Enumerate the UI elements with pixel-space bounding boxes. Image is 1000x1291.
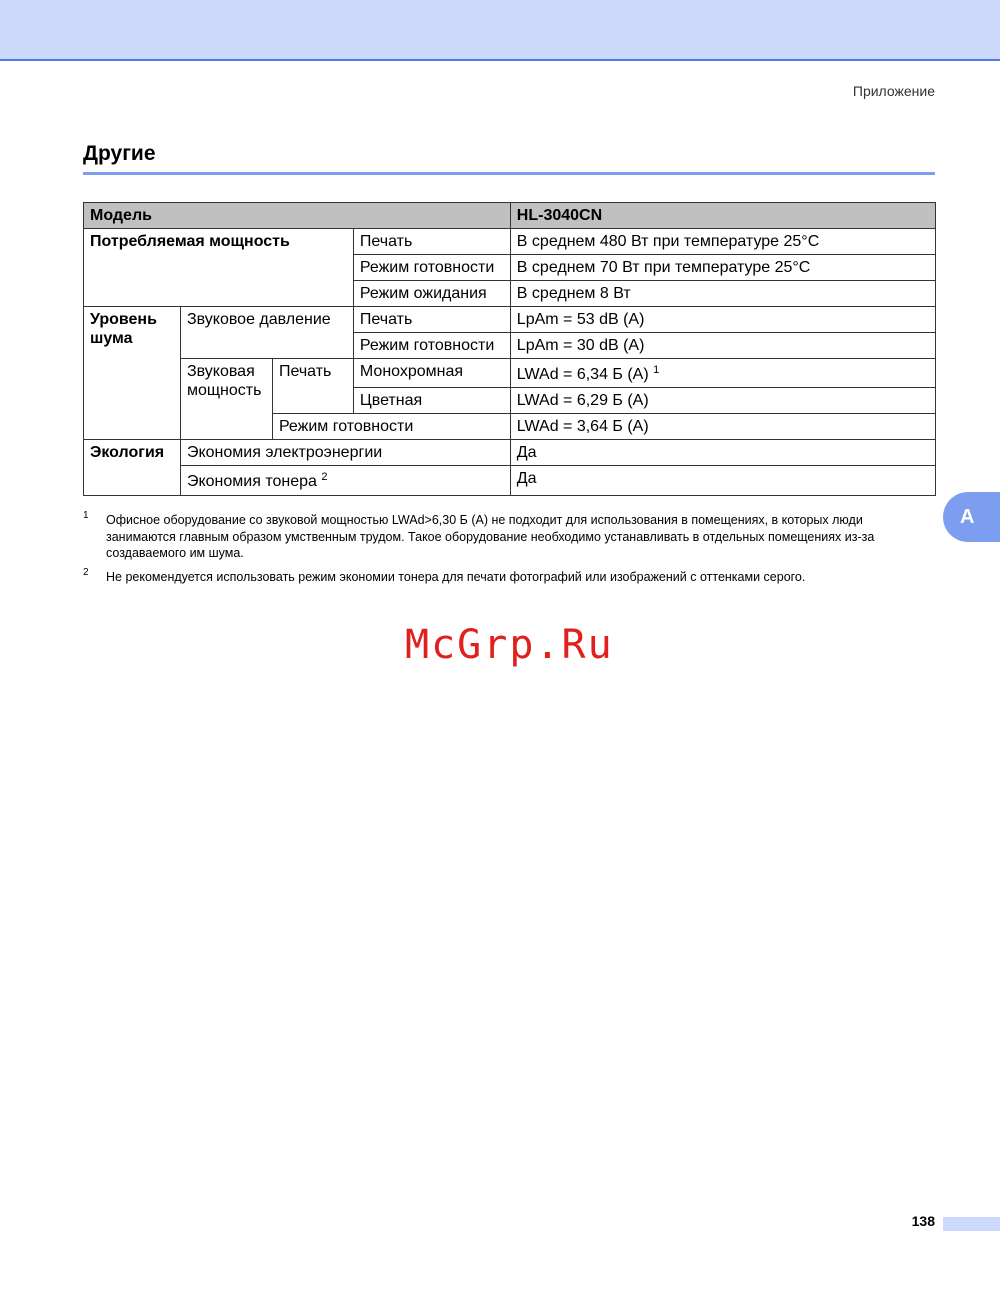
power-sleep-label: Режим ожидания <box>353 281 510 307</box>
power-ready-label: Режим готовности <box>353 255 510 281</box>
footnote-ref-1: 1 <box>653 364 660 376</box>
pressure-ready-value: LpAm = 30 dB (A) <box>510 333 935 359</box>
energy-saving-value: Да <box>510 440 935 466</box>
side-tab-letter: A <box>960 505 975 528</box>
footnotes <box>83 512 923 592</box>
appendix-side-tab <box>943 492 1000 542</box>
footnote-2 <box>83 566 923 586</box>
sound-power-print-label: Печать <box>272 359 353 414</box>
footnote-1 <box>83 512 923 562</box>
energy-saving-label: Экономия электроэнергии <box>180 440 510 466</box>
power-print-label: Печать <box>353 229 510 255</box>
footnote-number: 1 <box>83 510 89 521</box>
table-row <box>84 466 936 496</box>
mono-value-cell <box>510 359 935 388</box>
sound-pressure-label: Звуковое давление <box>180 307 353 359</box>
power-label: Потребляемая мощность <box>84 229 354 307</box>
pressure-print-value: LpAm = 53 dB (A) <box>510 307 935 333</box>
table-row <box>84 359 936 388</box>
footnote-text: Офисное оборудование со звуковой мощностью LWAd>6,30 Б (A) не подходит для использования в помещениях, в которых люди занимаются главным образом умственным трудом. Такое оборудование необходимо устанавливать в отдельных помещениях из-за создаваемого им шума. <box>106 513 875 560</box>
pressure-print-label: Печать <box>353 307 510 333</box>
ecology-label: Экология <box>84 440 181 496</box>
sound-power-label: Звуковая мощность <box>180 359 272 440</box>
pressure-ready-label: Режим готовности <box>353 333 510 359</box>
toner-saving-value: Да <box>510 466 935 496</box>
page-title: Другие <box>83 142 156 165</box>
page-number: 138 <box>911 1213 935 1229</box>
table-header-row <box>84 203 936 229</box>
page-bar <box>943 1217 1000 1231</box>
table-row <box>84 440 936 466</box>
specs-table <box>83 202 936 496</box>
noise-label: Уровень шума <box>84 307 181 440</box>
model-label: Модель <box>84 203 511 229</box>
toner-saving-label: Экономия тонера <box>186 473 317 490</box>
header-section-name: Приложение <box>852 83 935 99</box>
power-ready-value: В среднем 70 Вт при температуре 25°C <box>510 255 935 281</box>
color-value: LWAd = 6,29 Б (A) <box>510 388 935 414</box>
power-sleep-value: В среднем 8 Вт <box>510 281 935 307</box>
power-print-value: В среднем 480 Вт при температуре 25°C <box>510 229 935 255</box>
footnote-number: 2 <box>83 566 89 578</box>
model-value: HL-3040CN <box>510 203 935 229</box>
title-rule <box>83 172 935 175</box>
color-label: Цветная <box>353 388 510 414</box>
power-ready-mode-label: Режим готовности <box>272 414 510 440</box>
watermark: McGrp.Ru <box>405 622 614 668</box>
footnote-text: Не рекомендуется использовать режим экономии тонера для печати фотографий или изображений с оттенками серого. <box>106 569 806 584</box>
mono-value: LWAd = 6,34 Б (A) <box>516 366 649 383</box>
footnote-ref-2: 2 <box>321 471 328 483</box>
mono-label: Монохромная <box>353 359 510 388</box>
table-row <box>84 307 936 333</box>
toner-saving-cell <box>180 466 510 496</box>
power-ready-mode-value: LWAd = 3,64 Б (A) <box>510 414 935 440</box>
top-band <box>0 0 1000 61</box>
table-row <box>84 229 936 255</box>
